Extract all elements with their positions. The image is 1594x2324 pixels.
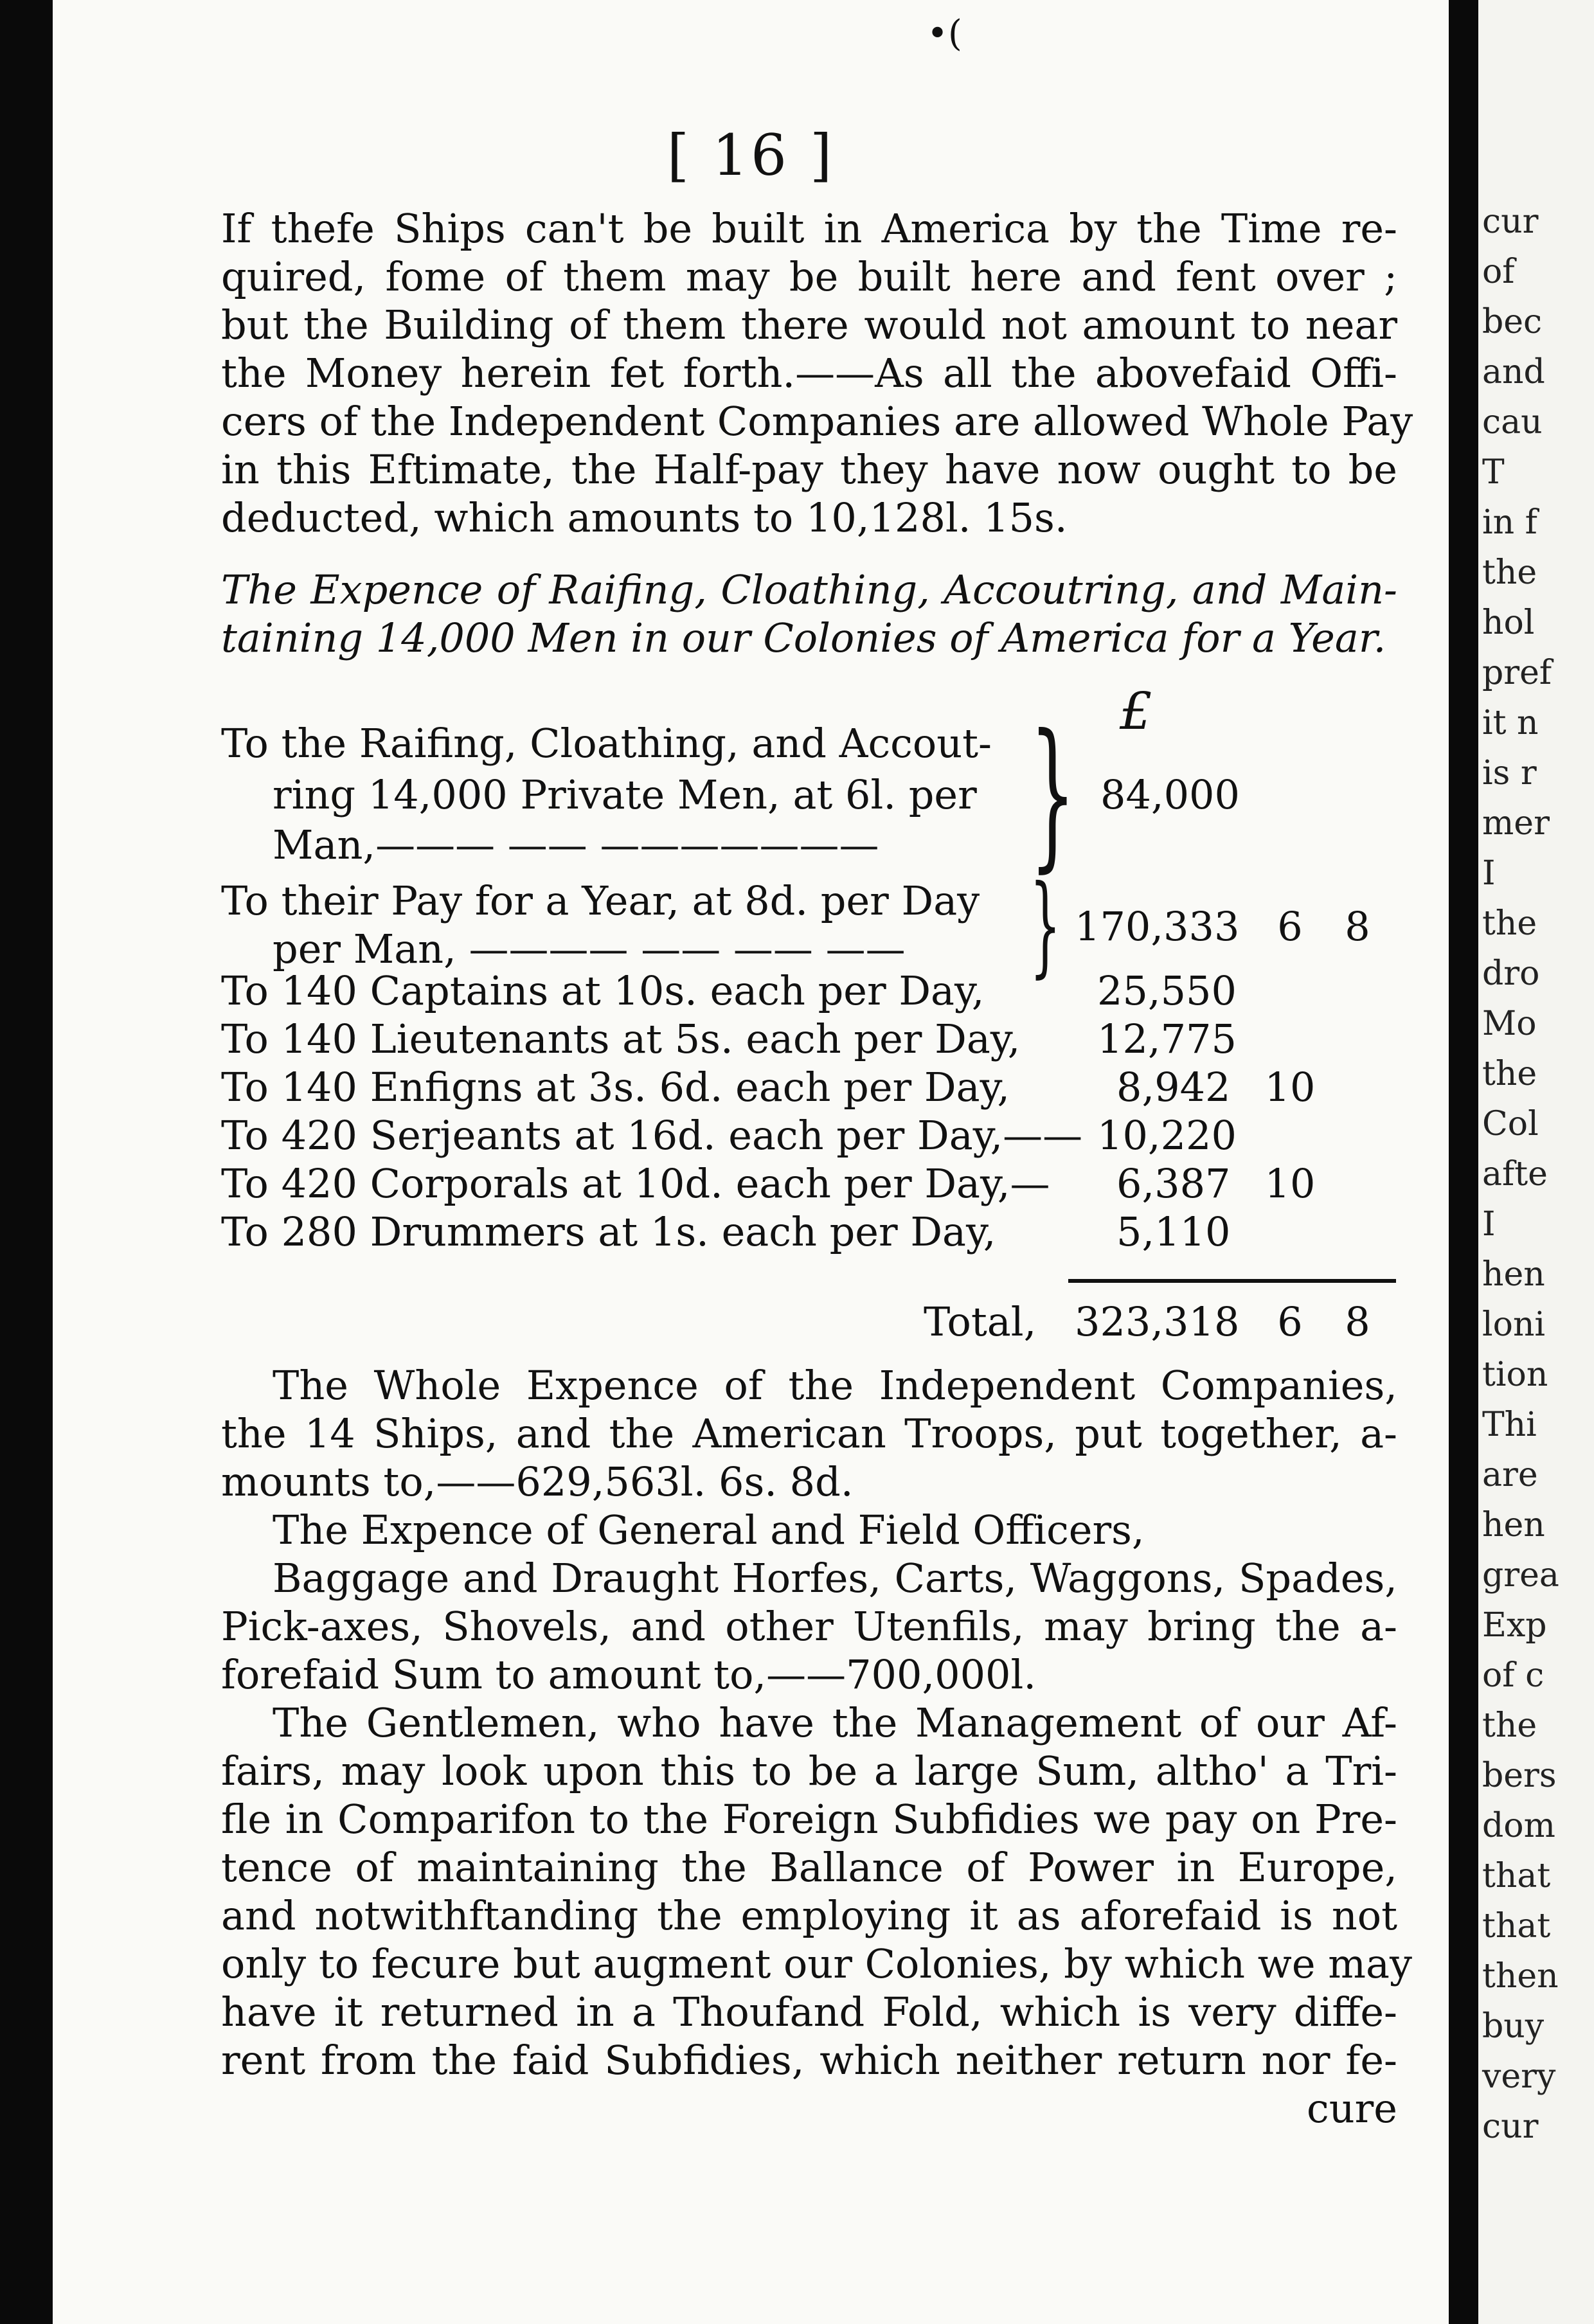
table-row-label: ring 14,000 Private Men, at 6l. per [273,771,977,818]
next-page-fragment: loni [1482,1305,1546,1344]
amount-pounds: 8,942 [1116,1064,1231,1111]
next-page-fragment: then [1482,1957,1559,1996]
amount-pounds: 25,550 [1097,967,1237,1014]
next-page-fragment: the [1482,1706,1537,1745]
next-page-fragment: of c [1482,1656,1545,1695]
amount-pounds: 84,000 [1100,771,1240,818]
text-line: fle in Comparifon to the Foreign Subfidies we pay on Pre- [221,1796,1397,1843]
amount-pounds: 170,333 [1075,903,1240,950]
next-page-fragment: the [1482,1055,1537,1093]
text-line: The Gentlemen, who have the Management of our Af- [273,1699,1397,1746]
next-page-fragment: of [1482,253,1515,291]
next-page-fragment: in f [1482,503,1537,542]
page-mark: •( [927,13,962,55]
total-pounds: 323,318 [1075,1298,1240,1345]
page-gutter [1449,0,1478,2324]
next-page-fragment: that [1482,1857,1551,1895]
text-line: and notwithftanding the employing it as aforefaid is not [221,1892,1397,1939]
next-page-fragment: hen [1482,1506,1545,1544]
next-page-fragment: Thi [1482,1406,1537,1444]
next-page-fragment: I [1482,854,1496,893]
amount-pounds: 5,110 [1116,1208,1231,1255]
next-page-fragment: cur [1482,2107,1539,2146]
paragraph-ships [221,204,1413,542]
table-row-label: To 140 Enfigns at 3s. 6d. each per Day, [221,1064,1010,1111]
table-row-label: per Man, ———— —— —— —— [273,925,906,972]
table-row-label: To 280 Drummers at 1s. each per Day, [221,1208,996,1255]
caption-line: taining 14,000 Men in our Colonies of America for a Year. [221,614,1386,661]
text-line: fairs, may look upon this to be a large Sum, altho' a Tri- [221,1747,1397,1794]
table-row-label: To their Pay for a Year, at 8d. per Day [221,877,980,924]
text-line: deducted, which amounts to 10,128l. 15s. [221,494,1068,541]
next-page-fragment: it n [1482,704,1539,742]
next-page-fragment: is r [1482,754,1537,792]
text-line: mounts to,——629,563l. 6s. 8d. [221,1458,854,1505]
next-page-fragment: the [1482,904,1537,943]
next-page-fragment: cau [1482,403,1543,442]
total-pence: 8 [1345,1298,1370,1345]
amount-shillings: 10 [1264,1064,1316,1111]
next-page-fragment: Exp [1482,1606,1547,1645]
next-page-edge [1478,0,1594,2324]
paragraph-whole-expence [221,1361,1397,1506]
next-page-fragment: the [1482,553,1537,592]
next-page-fragment: afte [1482,1155,1548,1193]
next-page-fragment: and [1482,353,1545,391]
next-page-fragment: dom [1482,1807,1555,1845]
total-rule [1068,1279,1396,1283]
brace-icon: } [1030,700,1076,887]
amount-shillings: 6 [1277,903,1303,950]
table-row-label: To 140 Captains at 10s. each per Day, [221,967,985,1014]
next-page-fragment: buy [1482,2007,1545,2046]
table-row-label: To 420 Serjeants at 16d. each per Day,—— [221,1112,1083,1159]
table-caption [221,566,1397,662]
catchword: cure [1307,2085,1397,2132]
text-line: the Money herein fet forth.——As all the abovefaid Offi- [221,350,1397,397]
table-row-label: To 420 Corporals at 10d. each per Day,— [221,1160,1050,1207]
next-page-fragment: that [1482,1907,1551,1945]
text-line: Pick-axes, Shovels, and other Utenfils, may bring the a- [221,1603,1397,1650]
next-page-fragment: dro [1482,954,1540,993]
amount-pounds: 12,775 [1097,1015,1237,1062]
next-page-fragment: tion [1482,1355,1548,1394]
text-line: The Expence of General and Field Officers, [273,1506,1145,1553]
text-line: but the Building of them there would not amount to near [221,301,1397,348]
text-line: If thefe Ships can't be built in America by the Time re- [221,205,1397,252]
next-page-fragment: hol [1482,603,1535,642]
next-page-fragment: bec [1482,303,1543,341]
pound-sign: £ [1120,681,1152,741]
paragraph-general-officers [221,1506,1397,1699]
text-line: only to fecure but augment our Colonies, by which we may [221,1940,1413,1987]
next-page-fragment: bers [1482,1756,1557,1795]
next-page-fragment: T [1482,453,1505,492]
brace-icon: } [1030,862,1061,989]
amount-shillings: 10 [1264,1160,1316,1207]
text-line: have it returned in a Thoufand Fold, which is very diffe- [221,1989,1397,2035]
text-line: rent from the faid Subfidies, which neither return nor fe- [221,2037,1397,2084]
total-label: Total, [924,1298,1037,1345]
next-page-fragment: mer [1482,804,1550,843]
next-page-fragment: hen [1482,1255,1545,1294]
table-row-label: Man,——— —— ——————— [273,821,879,868]
text-line: quired, fome of them may be built here and fent over ; [221,253,1397,300]
text-line: cers of the Independent Companies are allowed Whole Pay [221,398,1413,445]
next-page-fragment: are [1482,1456,1538,1494]
amount-pence: 8 [1345,903,1370,950]
next-page-fragment: cur [1482,202,1539,241]
text-line: The Whole Expence of the Independent Companies, [273,1362,1397,1409]
total-shillings: 6 [1277,1298,1303,1345]
page-number: [ 16 ] [667,122,835,188]
next-page-fragment: Mo [1482,1005,1537,1043]
next-page-fragment: grea [1482,1556,1559,1595]
next-page-fragment: pref [1482,654,1552,692]
next-page-fragment: Col [1482,1105,1539,1143]
text-line: Baggage and Draught Horfes, Carts, Waggons, Spades, [273,1555,1397,1602]
text-line: tence of maintaining the Ballance of Power in Europe, [221,1844,1397,1891]
text-line: forefaid Sum to amount to,——700,000l. [221,1651,1037,1698]
table-row-label: To the Raifing, Cloathing, and Accout- [221,720,992,767]
next-page-fragment: very [1482,2057,1556,2096]
book-page [53,0,1449,2324]
text-line: the 14 Ships, and the American Troops, put together, a- [221,1410,1397,1457]
caption-line: The Expence of Raifing, Cloathing, Accoutring, and Main- [221,566,1397,613]
next-page-fragment: I [1482,1205,1496,1244]
table-row-label: To 140 Lieutenants at 5s. each per Day, [221,1015,1021,1062]
amount-pounds: 6,387 [1116,1160,1231,1207]
amount-pounds: 10,220 [1097,1112,1237,1159]
text-line: in this Eftimate, the Half-pay they have now ought to be [221,446,1397,493]
paragraph-gentlemen [221,1699,1413,2132]
